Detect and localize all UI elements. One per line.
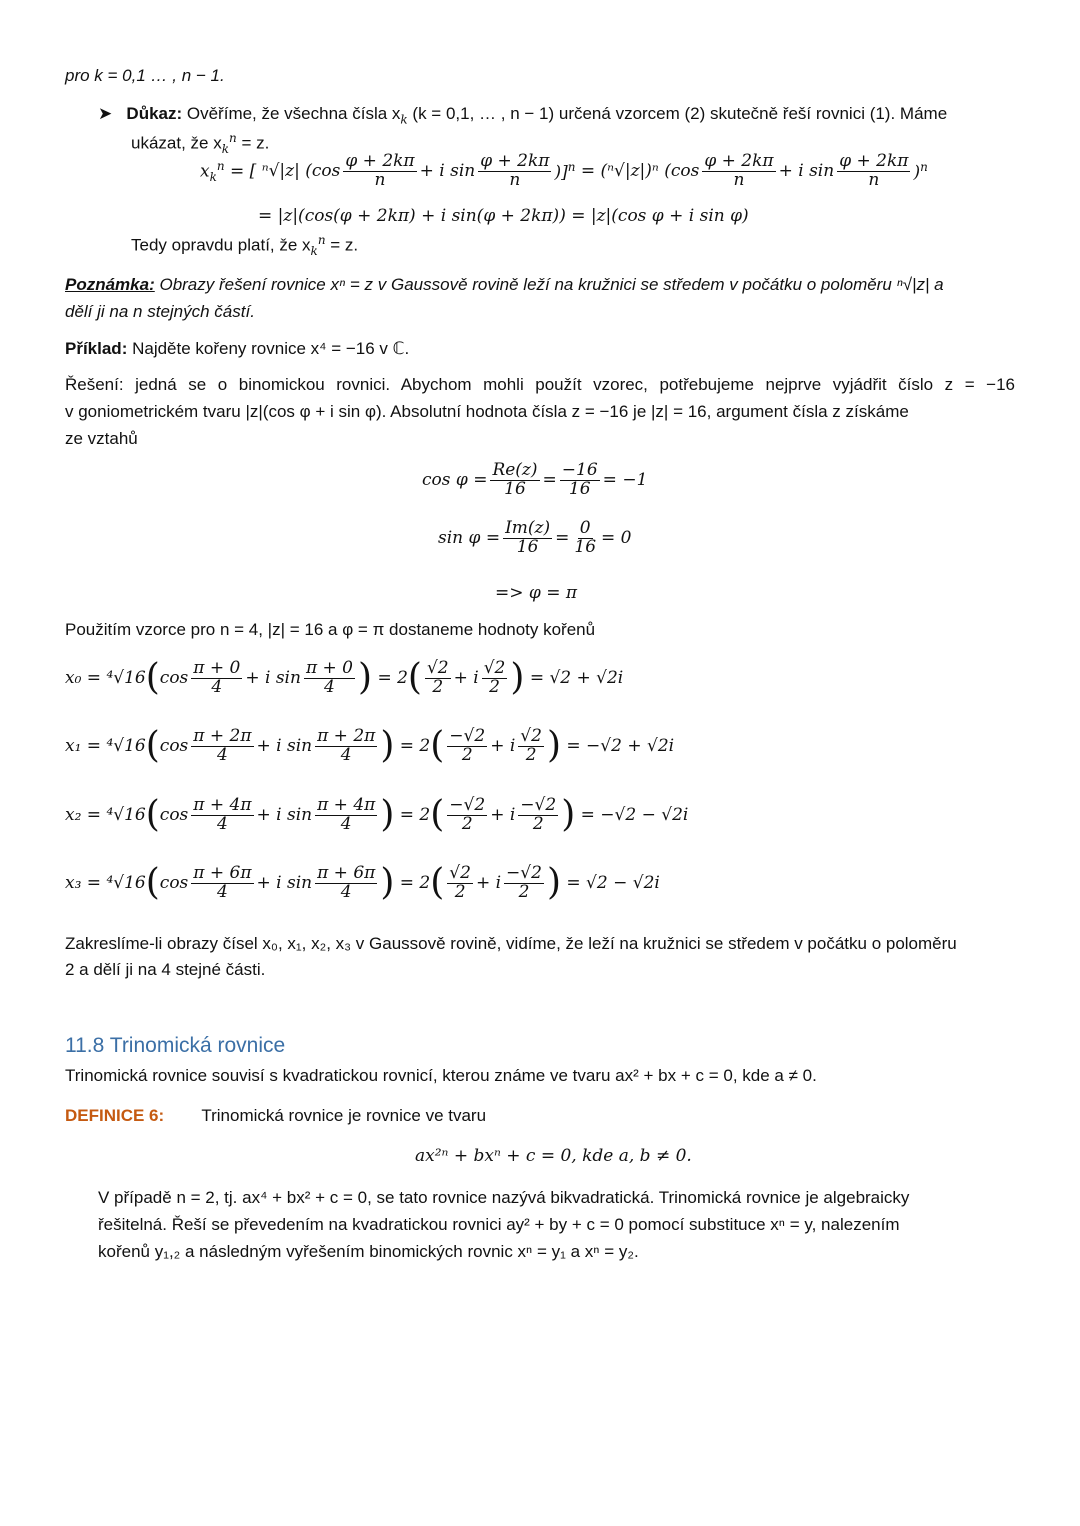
plus-i: + i bbox=[475, 873, 502, 894]
isin-label: + i sin bbox=[256, 805, 313, 826]
definition-equation: ax²ⁿ + bxⁿ + c = 0, kde a, b ≠ 0. bbox=[415, 1146, 692, 1166]
frac-den: 16 bbox=[568, 478, 591, 499]
frac-den: 4 bbox=[324, 676, 335, 697]
root-lhs: x₀ = bbox=[65, 668, 102, 689]
trinom-intro: Trinomická rovnice souvisí s kvadratickou rovnicí, kterou známe ve tvaru ax² + bx + c = 0, kde a ≠ 0. bbox=[65, 1066, 817, 1085]
root-equation: x₀ = ⁴√16 ( cos $\frac{\pi + 0}{4}$ + i sin $\frac{\pi + 0}{4}$ ) = 2 ( $\frac{√2}{2}$ + i $\frac{√2}{2}$ ) = √2 + √2i bbox=[65, 657, 624, 699]
bullet-arrow-icon: ➤ bbox=[98, 104, 113, 123]
proof-line-2: ukázat, že $x_k^n = z$. bbox=[131, 131, 270, 157]
frac-den: 2 bbox=[461, 813, 473, 834]
two-factor: = 2 bbox=[377, 668, 408, 689]
frac-num: −√2 bbox=[520, 795, 557, 815]
isin-label: + i sin bbox=[245, 668, 301, 689]
frac-num: −√2 bbox=[449, 795, 486, 815]
cos-equation: cos φ = $\frac{Re(z)}{16}$ = $\frac{-16}{16}$ = −1 bbox=[422, 460, 648, 499]
solution-line-3: ze vztahů bbox=[65, 429, 138, 448]
frac-num: √2 bbox=[449, 863, 471, 883]
cos-label: cos bbox=[159, 668, 189, 689]
frac-den: 4 bbox=[340, 881, 352, 902]
proof-isin: + i sin bbox=[419, 161, 476, 182]
frac-den: 16 bbox=[504, 478, 526, 499]
after-roots-line-1: Zakreslíme-li obrazy čísel x₀, x₁, x₂, x₃ v Gaussově rovině, vidíme, že leží na kružnici se středem v počátku o poloměru bbox=[65, 934, 957, 953]
example-label: Příklad: bbox=[65, 339, 128, 358]
frac-den: 16 bbox=[574, 536, 597, 557]
conclusion-text: Tedy opravdu platí, že x bbox=[131, 235, 311, 255]
proof-text-a: Ověříme, že všechna čísla x bbox=[182, 104, 401, 123]
range-line: pro k = 0,1 … , n − 1. bbox=[65, 66, 225, 85]
proof-line-1: ➤ Důkaz: Ověříme, že všechna čísla $x_k$ (k = 0,1, … , n − 1) určená vzorcem (2) skutečně řeší rovnici (1). Máme bbox=[98, 104, 948, 127]
frac-num: φ + 2kπ bbox=[345, 151, 415, 171]
frac-num: π + 2π bbox=[193, 726, 252, 746]
proof-eq-start: [ ⁿ√|z| (cos bbox=[249, 161, 341, 182]
frac-den: 2 bbox=[461, 744, 473, 765]
frac-den: 2 bbox=[489, 676, 500, 697]
frac-den: n bbox=[733, 169, 745, 190]
proof-eq-mid: = (ⁿ√|z|)ⁿ (cos bbox=[580, 161, 700, 182]
plus-i: + i bbox=[490, 736, 516, 757]
isin-label: + i sin bbox=[256, 873, 313, 894]
frac-den: 16 bbox=[516, 536, 539, 557]
frac-num: √2 bbox=[520, 726, 542, 746]
plus-i: + i bbox=[453, 668, 479, 689]
frac-den: 4 bbox=[340, 813, 352, 834]
proof-conclusion: Tedy opravdu platí, že $x_k^n = z$. bbox=[131, 233, 359, 259]
frac-num: π + 6π bbox=[193, 863, 252, 883]
frac-den: 4 bbox=[216, 813, 228, 834]
trinom-p-line-2: řešitelná. Řeší se převedením na kvadratickou rovnici ay² + by + c = 0 pomocí substituce xⁿ = y, nalezením bbox=[98, 1215, 900, 1234]
frac-den: 2 bbox=[525, 744, 537, 765]
frac-num: −√2 bbox=[506, 863, 542, 883]
proof-isin: + i sin bbox=[778, 161, 835, 182]
frac-num: π + 6π bbox=[317, 863, 376, 883]
root-lhs: x₃ = bbox=[65, 873, 102, 894]
solution-line-1: Řešení: jedná se o binomickou rovnici. Abychom mohli použít vzorec, potřebujeme nejprve vyjádřit číslo z = −16 bbox=[65, 375, 1015, 394]
example-line bbox=[65, 339, 409, 359]
frac-den: n bbox=[868, 169, 880, 190]
proof-text-d: = z. bbox=[236, 133, 270, 153]
fourth-root: ⁴√16 bbox=[106, 873, 146, 894]
sin-lhs: sin φ = bbox=[438, 528, 501, 549]
cos-label: cos bbox=[159, 805, 189, 826]
frac-num: √2 bbox=[483, 658, 506, 678]
root-result: = √2 + √2i bbox=[529, 668, 624, 689]
phi-result: => φ = π bbox=[495, 583, 578, 603]
cos-result: = −1 bbox=[602, 470, 648, 491]
frac-den: n bbox=[374, 169, 386, 190]
root-result: = −√2 + √2i bbox=[566, 736, 675, 757]
proof-equation-2: = |z|(cos(φ + 2kπ) + i sin(φ + 2kπ)) = |z|(cos φ + i sin φ) bbox=[258, 206, 749, 226]
frac-num: π + 4π bbox=[193, 795, 252, 815]
note-line-1 bbox=[65, 275, 944, 295]
frac-num: 0 bbox=[579, 518, 591, 538]
frac-num: π + 0 bbox=[305, 658, 353, 678]
frac-num: −√2 bbox=[449, 726, 486, 746]
trinom-p-line-3: kořenů y₁,₂ a následným vyřešením binomických rovnic xⁿ = y₁ a xⁿ = y₂. bbox=[98, 1242, 639, 1261]
frac-num: Im(z) bbox=[505, 518, 551, 538]
two-factor: = 2 bbox=[399, 736, 431, 757]
frac-num: φ + 2kπ bbox=[480, 151, 550, 171]
frac-num: φ + 2kπ bbox=[704, 151, 774, 171]
frac-num: −16 bbox=[561, 460, 598, 480]
frac-den: 2 bbox=[532, 813, 544, 834]
frac-den: 2 bbox=[454, 881, 466, 902]
root-lhs: x₂ = bbox=[65, 805, 102, 826]
frac-num: φ + 2kπ bbox=[839, 151, 909, 171]
note-line-2: dělí ji na n stejných částí. bbox=[65, 302, 255, 321]
cos-lhs: cos φ = bbox=[422, 470, 488, 491]
proof-label: Důkaz: bbox=[126, 104, 183, 123]
use-formula-line: Použitím vzorce pro n = 4, |z| = 16 a φ = π dostaneme hodnoty kořenů bbox=[65, 620, 596, 639]
two-factor: = 2 bbox=[399, 873, 431, 894]
root-equation: x₂ = ⁴√16 ( cos $\frac{\pi + 4\pi}{4}$ + i sin $\frac{\pi + 4\pi}{4}$ ) = 2 ( $\frac{-√2}{2}$ + i $\frac{-√2}{2}$ ) = −√2 − √2i bbox=[65, 794, 689, 836]
frac-den: 4 bbox=[216, 744, 228, 765]
frac-num: √2 bbox=[426, 658, 449, 678]
example-text: Najděte kořeny rovnice x⁴ = −16 v ℂ. bbox=[127, 339, 410, 358]
definition-text: Trinomická rovnice je rovnice ve tvaru bbox=[201, 1106, 487, 1125]
note-label: Poznámka: bbox=[65, 275, 155, 294]
frac-num: π + 0 bbox=[193, 658, 241, 678]
frac-den: 2 bbox=[518, 881, 530, 902]
after-roots-line-2: 2 a dělí ji na 4 stejné části. bbox=[65, 960, 266, 979]
root-lhs: x₁ = bbox=[65, 736, 102, 757]
sin-equation: sin φ = $\frac{Im(z)}{16}$ = $\frac{0}{16}$ = 0 bbox=[438, 518, 632, 557]
root-result: = −√2 − √2i bbox=[580, 805, 689, 826]
conclusion-end: = z. bbox=[325, 235, 359, 255]
sin-result: = 0 bbox=[601, 528, 632, 549]
isin-label: + i sin bbox=[256, 736, 313, 757]
fourth-root: ⁴√16 bbox=[106, 668, 146, 689]
frac-num: π + 4π bbox=[317, 795, 376, 815]
root-equation: x₁ = ⁴√16 ( cos $\frac{\pi + 2\pi}{4}$ + i sin $\frac{\pi + 2\pi}{4}$ ) = 2 ( $\frac{-√2}{2}$ + i $\frac{√2}{2}$ ) = −√2 + √2i bbox=[65, 725, 675, 767]
fourth-root: ⁴√16 bbox=[106, 805, 146, 826]
cos-label: cos bbox=[159, 736, 189, 757]
fourth-root: ⁴√16 bbox=[106, 736, 146, 757]
proof-text-c: ukázat, že x bbox=[131, 133, 222, 153]
root-result: = √2 − √2i bbox=[566, 873, 660, 894]
note-text: Obrazy řešení rovnice xⁿ = z v Gaussově rovině leží na kružnici se středem v počátku o poloměru ⁿ√|z| a bbox=[154, 275, 944, 294]
frac-den: n bbox=[509, 169, 521, 190]
two-factor: = 2 bbox=[399, 805, 431, 826]
frac-num: Re(z) bbox=[492, 460, 538, 480]
root-equation: x₃ = ⁴√16 ( cos $\frac{\pi + 6\pi}{4}$ + i sin $\frac{\pi + 6\pi}{4}$ ) = 2 ( $\frac{√2}{2}$ + i $\frac{-√2}{2}$ ) = √2 − √2i bbox=[65, 862, 660, 904]
trinom-p-line-1: V případě n = 2, tj. ax⁴ + bx² + c = 0, se tato rovnice nazývá bikvadratická. Trinomická rovnice je algebraicky bbox=[98, 1188, 910, 1207]
definition-line bbox=[65, 1106, 486, 1126]
proof-text-b: (k = 0,1, … , n − 1) určená vzorcem (2) skutečně řeší rovnici (1). Máme bbox=[407, 104, 948, 123]
frac-den: 4 bbox=[340, 744, 352, 765]
proof-equation-1: $x_k^n$ = [ ⁿ√|z| (cos $\frac{\varphi + 2k\pi}{n}$ + i sin $\frac{\varphi + 2k\pi}{n}$ )]$^n$ = (ⁿ√|z|)ⁿ (cos $\frac{\varphi + 2k\pi}{n}$ + i sin $\frac{\varphi + 2k\pi}{n}$ )$^n$ bbox=[200, 151, 928, 190]
solution-line-2: v goniometrickém tvaru |z|(cos φ + i sin φ). Absolutní hodnota čísla z = −16 je |z| = 16, argument čísla z získáme bbox=[65, 402, 909, 421]
section-heading: 11.8 Trinomická rovnice bbox=[65, 1034, 286, 1057]
definition-label: DEFINICE 6: bbox=[65, 1106, 165, 1125]
frac-den: 4 bbox=[211, 676, 223, 697]
frac-num: π + 2π bbox=[317, 726, 376, 746]
frac-den: 4 bbox=[216, 881, 228, 902]
plus-i: + i bbox=[490, 805, 516, 826]
cos-label: cos bbox=[159, 873, 189, 894]
frac-den: 2 bbox=[432, 676, 444, 697]
